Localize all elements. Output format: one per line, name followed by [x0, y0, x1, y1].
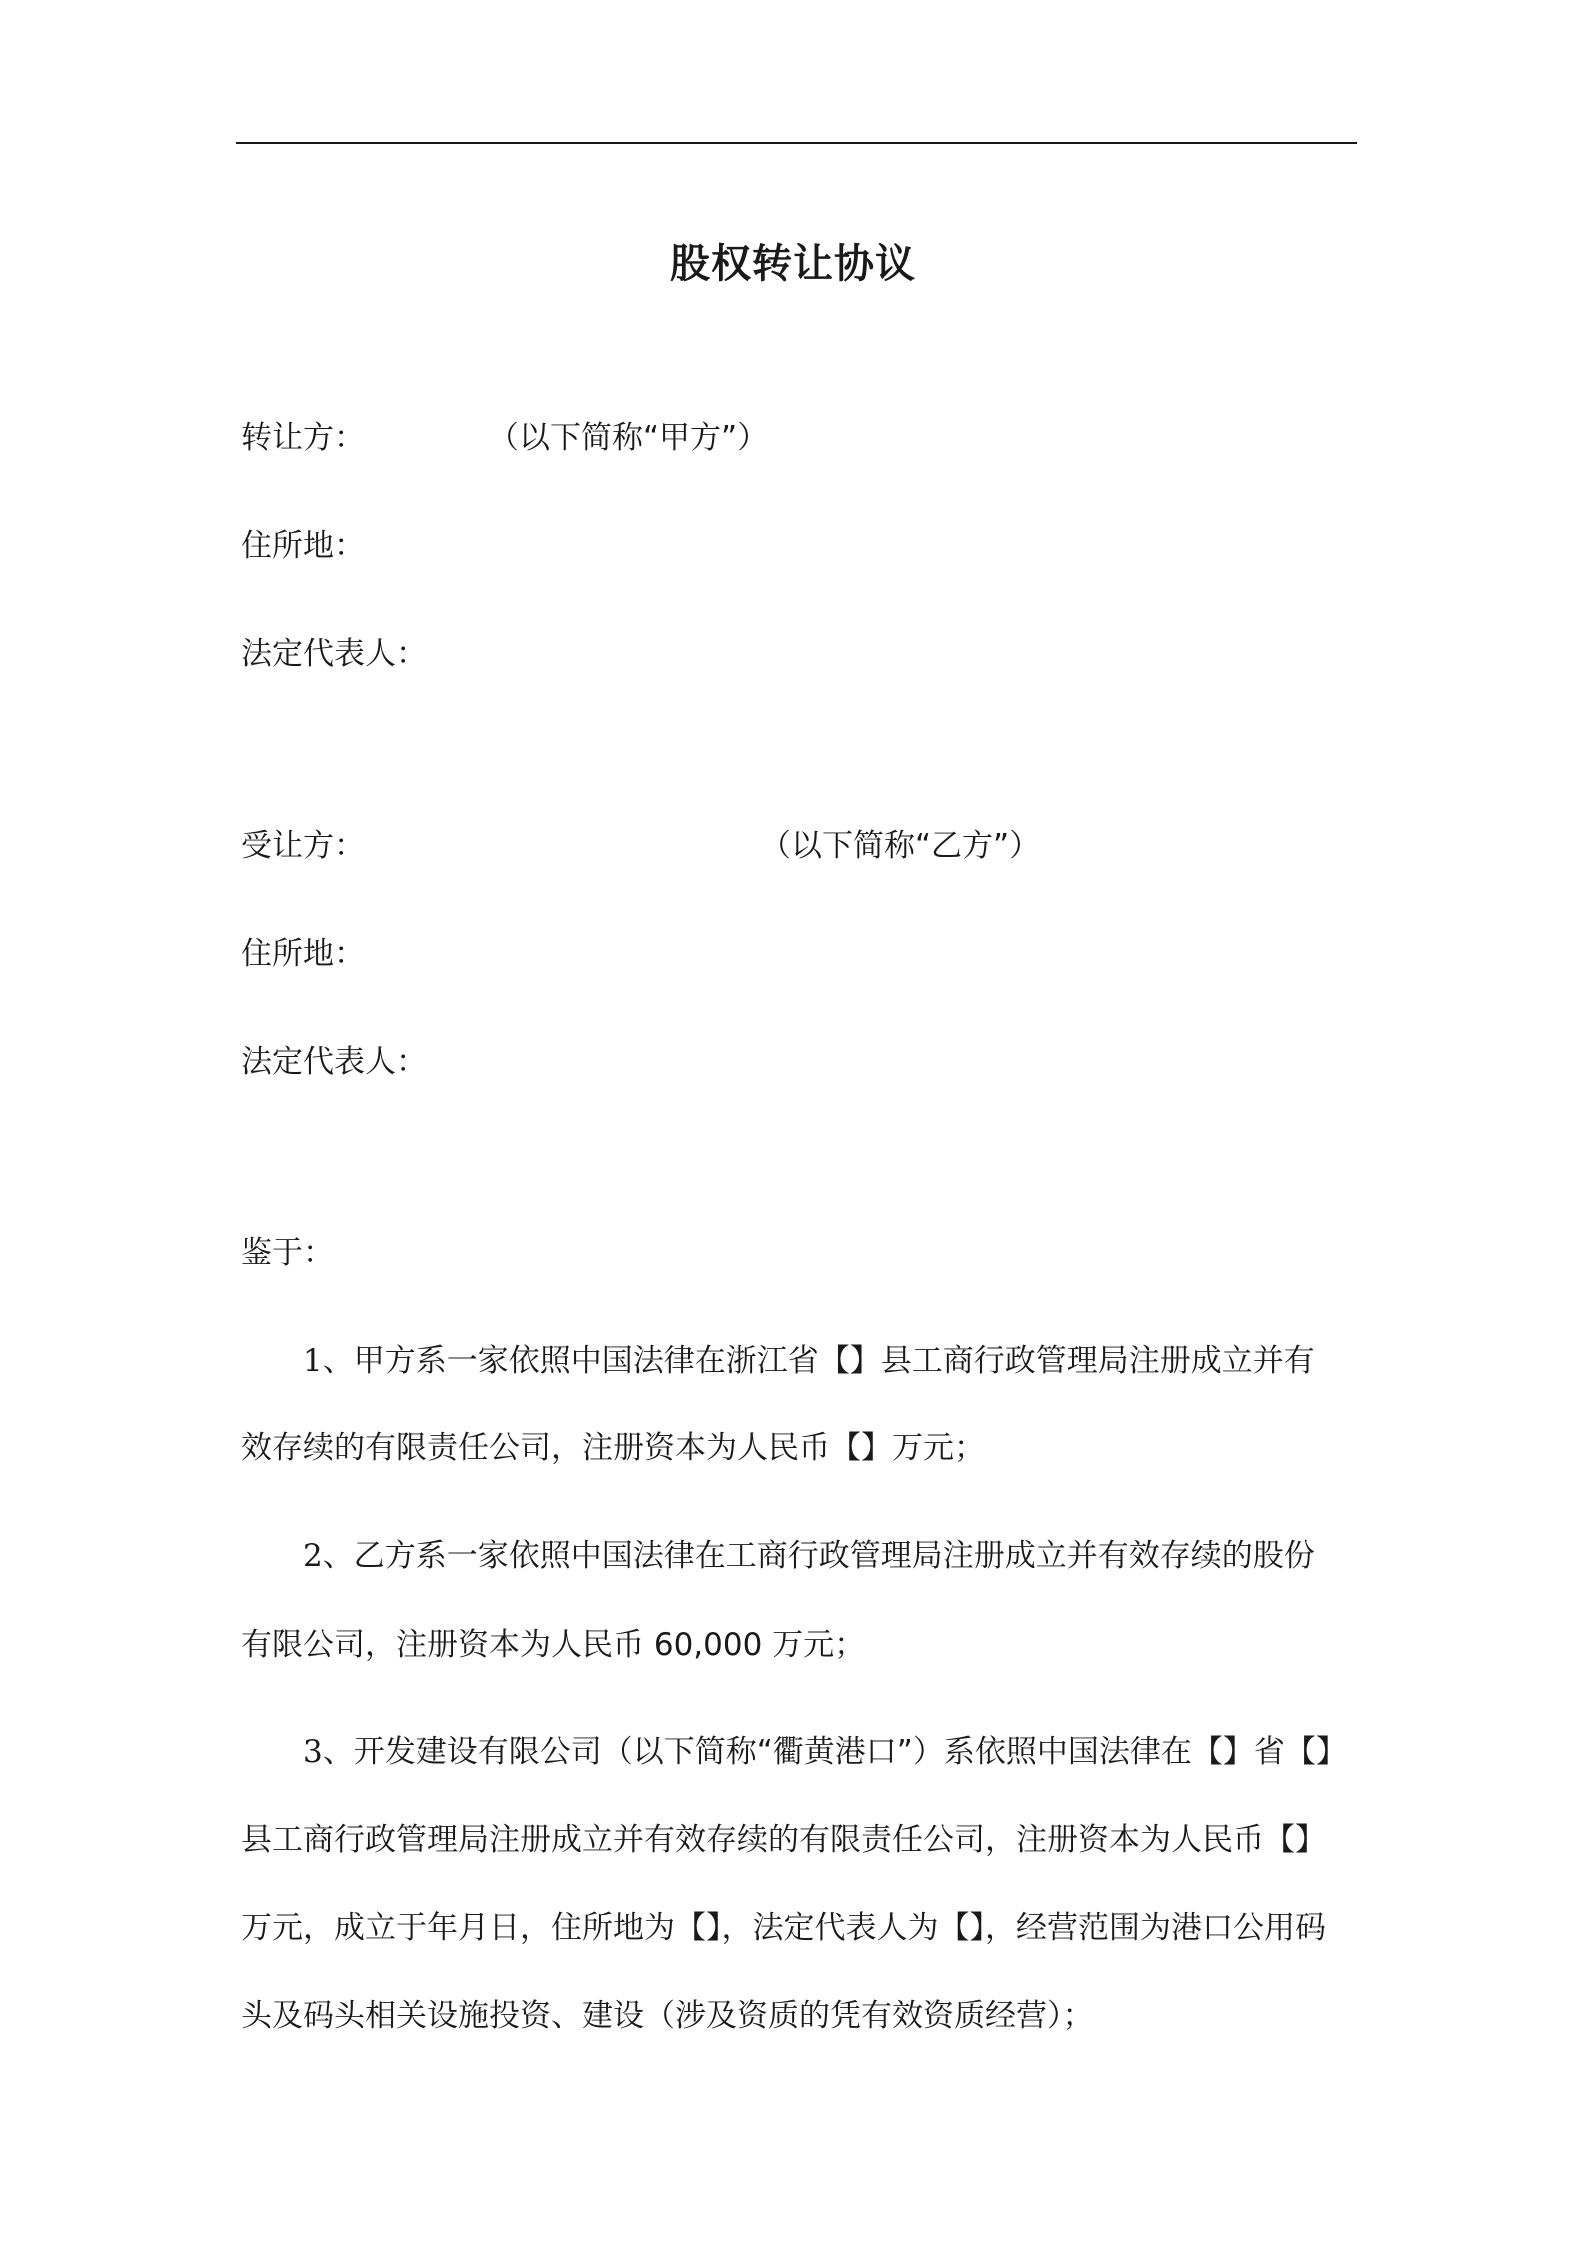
header-rule [236, 142, 1357, 144]
transferee-address-label: 住所地： [241, 936, 365, 972]
transferor-rep-label: 法定代表人： [241, 636, 427, 672]
transferee-rep-label: 法定代表人： [241, 1044, 427, 1080]
clause-2 [241, 1536, 1357, 1576]
clause-3 [241, 1732, 1357, 1772]
clause-2-number: 2 [303, 1538, 323, 1574]
clause-2-line-1: 2、乙方系一家依照中国法律在工商行政管理局注册成立并有效存续的股份 [303, 1538, 1315, 1574]
clause-3-line-4: 头及码头相关设施投资、建设（涉及资质的凭有效资质经营）； [241, 1998, 1094, 2034]
clause-3-number: 3 [303, 1734, 323, 1770]
clause-1-line-1: 1、甲方系一家依照中国法律在浙江省【】县工商行政管理局注册成立并有 [303, 1343, 1315, 1379]
clause-1-line-2: 效存续的有限责任公司，注册资本为人民币【】万元； [241, 1430, 985, 1466]
transferee-label: 受让方： [241, 828, 365, 864]
clause-1-number: 1 [303, 1343, 323, 1379]
clause-3-line-2: 县工商行政管理局注册成立并有效存续的有限责任公司，注册资本为人民币【】 [241, 1822, 1326, 1858]
whereas-label: 鉴于： [241, 1235, 334, 1271]
transferor-label: 转让方： [241, 420, 365, 456]
clause-3-line-3: 万元，成立于年月日，住所地为【】，法定代表人为【】，经营范围为港口公用码 [241, 1910, 1326, 1946]
transferee-note: （以下简称“乙方”） [760, 828, 1041, 864]
transferor-address-label: 住所地： [241, 528, 365, 564]
clause-3-line-1: 3、开发建设有限公司（以下简称“衢黄港口”）系依照中国法律在【】省【】 [303, 1734, 1347, 1770]
clause-2-line-2: 有限公司，注册资本为人民币 60,000 万元； [241, 1627, 866, 1663]
transferor-note: （以下简称“甲方”） [488, 420, 769, 456]
document-title: 股权转让协议 [670, 241, 916, 287]
clause-1 [241, 1341, 1357, 1381]
